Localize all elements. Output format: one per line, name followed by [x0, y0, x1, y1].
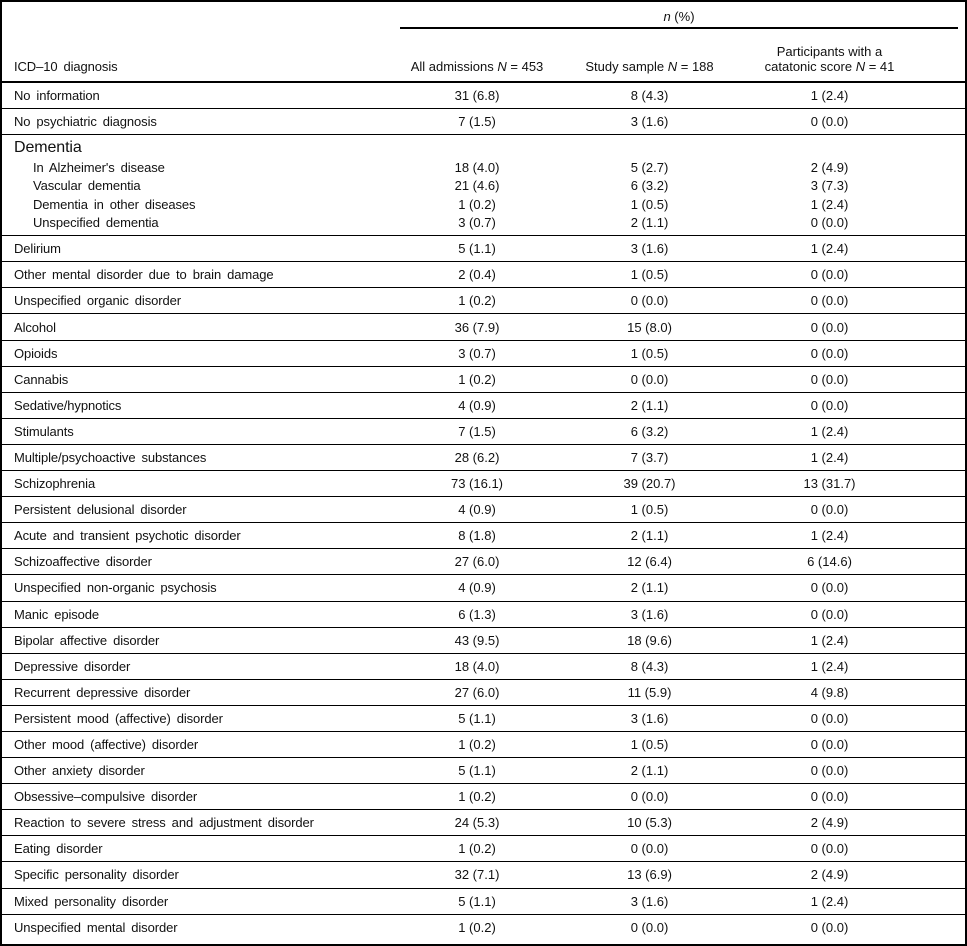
count-percent-cell: 13 (31.7)	[803, 476, 856, 492]
count-percent-cell: 5 (2.7)	[630, 159, 669, 175]
count-percent-cell: 1 (2.4)	[810, 196, 849, 212]
count-percent-cell: 0 (0.0)	[810, 710, 849, 726]
count-percent-cell: 0 (0.0)	[810, 920, 849, 936]
table-row	[2, 262, 965, 288]
count-percent-cell: 2 (1.1)	[630, 215, 669, 231]
diagnosis-label: Dementia in other diseases	[33, 196, 196, 212]
count-percent-cell: 3 (1.6)	[630, 241, 669, 257]
count-percent-cell: 32 (7.1)	[454, 867, 500, 883]
table-row	[2, 471, 965, 497]
diagnosis-label: Unspecified dementia	[33, 215, 159, 231]
table-row	[2, 83, 965, 109]
diagnosis-label: In Alzheimer's disease	[33, 159, 165, 175]
count-percent-cell: 1 (0.2)	[458, 841, 496, 857]
count-percent-cell: 0 (0.0)	[630, 920, 669, 936]
table-row	[2, 158, 965, 177]
count-percent-cell: 0 (0.0)	[810, 841, 849, 857]
count-percent-cell: 8 (1.8)	[458, 528, 496, 544]
table-row	[2, 575, 965, 601]
count-percent-cell: 7 (3.7)	[630, 449, 669, 465]
count-percent-cell: 3 (0.7)	[458, 345, 496, 361]
count-percent-cell: 18 (9.6)	[627, 632, 672, 648]
count-percent-cell: 0 (0.0)	[810, 114, 849, 130]
column-headers-row	[2, 29, 965, 81]
table-row	[2, 177, 965, 196]
diagnosis-label: Persistent delusional disorder	[14, 502, 187, 518]
count-percent-cell: 39 (20.7)	[623, 476, 676, 492]
count-percent-cell: 0 (0.0)	[810, 763, 849, 779]
diagnosis-label: Mixed personality disorder	[14, 893, 169, 909]
diagnosis-label: Stimulants	[14, 423, 74, 439]
count-percent-cell: 27 (6.0)	[454, 684, 500, 700]
count-percent-cell: 4 (9.8)	[810, 684, 849, 700]
table-row	[2, 654, 965, 680]
count-percent-cell: 0 (0.0)	[810, 345, 849, 361]
diagnosis-label: No psychiatric diagnosis	[14, 114, 157, 130]
count-percent-cell: 2 (4.9)	[810, 159, 849, 175]
count-percent-cell: 27 (6.0)	[454, 554, 500, 570]
count-percent-cell: 1 (0.2)	[458, 789, 496, 805]
count-percent-cell: 18 (4.0)	[454, 159, 500, 175]
count-percent-cell: 2 (4.9)	[810, 815, 849, 831]
table-row	[2, 784, 965, 810]
count-percent-cell: 0 (0.0)	[630, 789, 669, 805]
diagnosis-label: Delirium	[14, 241, 61, 257]
table-row	[2, 195, 965, 214]
count-percent-cell: 5 (1.1)	[458, 763, 496, 779]
count-percent-cell: 7 (1.5)	[458, 423, 496, 439]
count-percent-cell: 1 (2.4)	[810, 893, 849, 909]
count-percent-cell: 11 (5.9)	[627, 684, 672, 700]
diagnosis-label: Opioids	[14, 345, 58, 361]
count-percent-cell: 1 (0.5)	[630, 267, 669, 283]
table-row	[2, 497, 965, 523]
count-percent-cell: 3 (7.3)	[810, 178, 849, 194]
table-row	[2, 445, 965, 471]
count-percent-cell: 6 (14.6)	[807, 554, 852, 570]
table-row	[2, 314, 965, 340]
table-row	[2, 758, 965, 784]
column-header-icd10-diagnosis: ICD–10 diagnosis	[14, 59, 118, 74]
count-percent-cell: 0 (0.0)	[810, 215, 849, 231]
count-percent-cell: 28 (6.2)	[454, 449, 500, 465]
table-row	[2, 367, 965, 393]
count-percent-cell: 1 (2.4)	[810, 423, 849, 439]
count-percent-cell: 0 (0.0)	[810, 502, 849, 518]
table-group-dementia	[2, 135, 965, 236]
table-row	[2, 810, 965, 836]
table-row	[2, 836, 965, 862]
count-percent-cell: 3 (1.6)	[630, 710, 669, 726]
count-percent-cell: 0 (0.0)	[810, 789, 849, 805]
table-row	[2, 915, 965, 941]
table-row	[2, 341, 965, 367]
count-percent-cell: 10 (5.3)	[627, 815, 672, 831]
count-percent-cell: 1 (0.5)	[630, 345, 669, 361]
diagnosis-label: Depressive disorder	[14, 658, 131, 674]
count-percent-cell: 1 (2.4)	[810, 241, 849, 257]
diagnosis-label: Other mental disorder due to brain damage	[14, 267, 274, 283]
column-header-catatonic-score	[737, 44, 922, 74]
count-percent-cell: 1 (0.2)	[458, 920, 496, 936]
count-percent-cell: 0 (0.0)	[810, 737, 849, 753]
table-row	[2, 889, 965, 915]
count-percent-cell: 0 (0.0)	[810, 397, 849, 413]
diagnosis-label: Reaction to severe stress and adjustment disorder	[14, 815, 314, 831]
count-percent-cell: 4 (0.9)	[458, 502, 496, 518]
diagnosis-label: Alcohol	[14, 319, 56, 335]
diagnosis-label: No information	[14, 88, 100, 104]
table-row	[2, 602, 965, 628]
count-percent-cell: 0 (0.0)	[630, 371, 669, 387]
diagnosis-label: Sedative/hypnotics	[14, 397, 122, 413]
count-percent-cell: 6 (1.3)	[458, 606, 496, 622]
count-percent-cell: 2 (0.4)	[458, 267, 496, 283]
count-percent-cell: 1 (0.5)	[630, 737, 669, 753]
count-percent-cell: 1 (0.2)	[458, 737, 496, 753]
table-body	[2, 83, 965, 941]
table-row	[2, 628, 965, 654]
count-percent-cell: 1 (2.4)	[810, 658, 849, 674]
count-percent-cell: 1 (2.4)	[810, 88, 849, 104]
table-row	[2, 706, 965, 732]
count-percent-cell: 2 (1.1)	[630, 528, 669, 544]
count-percent-cell: 4 (0.9)	[458, 580, 496, 596]
diagnosis-label: Vascular dementia	[33, 178, 141, 194]
count-percent-cell: 2 (1.1)	[630, 580, 669, 596]
count-percent-cell: 0 (0.0)	[810, 371, 849, 387]
count-percent-cell: 24 (5.3)	[454, 815, 500, 831]
count-percent-cell: 1 (0.2)	[458, 371, 496, 387]
table-row	[2, 288, 965, 314]
count-percent-cell: 12 (6.4)	[627, 554, 672, 570]
table-row	[2, 236, 965, 262]
diagnosis-label: Unspecified organic disorder	[14, 293, 181, 309]
diagnosis-label: Recurrent depressive disorder	[14, 684, 191, 700]
count-percent-cell: 0 (0.0)	[810, 267, 849, 283]
count-percent-cell: 4 (0.9)	[458, 397, 496, 413]
column-header-catatonic-line1: Participants with a	[776, 44, 883, 59]
count-percent-cell: 13 (6.9)	[627, 867, 672, 883]
diagnosis-label: Cannabis	[14, 371, 69, 387]
diagnosis-label: Schizophrenia	[14, 476, 96, 492]
diagnosis-label: Specific personality disorder	[14, 867, 179, 883]
count-percent-cell: 21 (4.6)	[454, 178, 500, 194]
diagnosis-label: Persistent mood (affective) disorder	[14, 710, 223, 726]
count-percent-cell: 1 (0.5)	[630, 196, 669, 212]
count-percent-cell: 2 (4.9)	[810, 867, 849, 883]
table-row	[2, 680, 965, 706]
count-percent-cell: 8 (4.3)	[630, 658, 669, 674]
n-percent-spanner-header: n (%)	[400, 2, 958, 29]
group-label: Dementia	[14, 139, 82, 157]
count-percent-cell: 3 (0.7)	[458, 215, 496, 231]
table-row	[2, 523, 965, 549]
diagnosis-label: Obsessive–compulsive disorder	[14, 789, 198, 805]
table-header	[2, 2, 965, 83]
diagnosis-label: Unspecified non-organic psychosis	[14, 580, 217, 596]
table-row	[2, 732, 965, 758]
diagnosis-label: Other mood (affective) disorder	[14, 737, 199, 753]
count-percent-cell: 0 (0.0)	[630, 841, 669, 857]
count-percent-cell: 1 (2.4)	[810, 449, 849, 465]
column-header-all-admissions: All admissions N = 453	[410, 59, 544, 74]
count-percent-cell: 0 (0.0)	[810, 606, 849, 622]
table-row	[2, 214, 965, 233]
diagnosis-label: Acute and transient psychotic disorder	[14, 528, 241, 544]
count-percent-cell: 31 (6.8)	[454, 88, 500, 104]
diagnosis-label: Other anxiety disorder	[14, 763, 145, 779]
diagnosis-label: Eating disorder	[14, 841, 103, 857]
count-percent-cell: 8 (4.3)	[630, 88, 669, 104]
count-percent-cell: 1 (0.5)	[630, 502, 669, 518]
count-percent-cell: 7 (1.5)	[458, 114, 496, 130]
table-row	[2, 862, 965, 888]
count-percent-cell: 5 (1.1)	[458, 710, 496, 726]
count-percent-cell: 73 (16.1)	[450, 476, 504, 492]
count-percent-cell: 6 (3.2)	[630, 178, 669, 194]
diagnosis-label: Schizoaffective disorder	[14, 554, 152, 570]
count-percent-cell: 18 (4.0)	[454, 658, 500, 674]
diagnosis-label: Multiple/psychoactive substances	[14, 449, 207, 465]
count-percent-cell: 15 (8.0)	[627, 319, 672, 335]
count-percent-cell: 43 (9.5)	[454, 632, 500, 648]
count-percent-cell: 3 (1.6)	[630, 893, 669, 909]
count-percent-cell: 5 (1.1)	[458, 893, 496, 909]
column-header-catatonic-line2: catatonic score N = 41	[764, 59, 895, 74]
count-percent-cell: 36 (7.9)	[454, 319, 500, 335]
diagnosis-label: Unspecified mental disorder	[14, 920, 178, 936]
count-percent-cell: 0 (0.0)	[810, 319, 849, 335]
table-row	[2, 549, 965, 575]
count-percent-cell: 1 (2.4)	[810, 528, 849, 544]
diagnosis-label: Bipolar affective disorder	[14, 632, 160, 648]
count-percent-cell: 3 (1.6)	[630, 606, 669, 622]
count-percent-cell: 1 (0.2)	[458, 293, 496, 309]
count-percent-cell: 5 (1.1)	[458, 241, 496, 257]
count-percent-cell: 0 (0.0)	[810, 580, 849, 596]
count-percent-cell: 6 (3.2)	[630, 423, 669, 439]
table-row	[2, 419, 965, 445]
count-percent-cell: 1 (0.2)	[458, 196, 496, 212]
table-row	[2, 393, 965, 419]
count-percent-cell: 2 (1.1)	[630, 397, 669, 413]
count-percent-cell: 0 (0.0)	[810, 293, 849, 309]
count-percent-cell: 0 (0.0)	[630, 293, 669, 309]
count-percent-cell: 3 (1.6)	[630, 114, 669, 130]
count-percent-cell: 1 (2.4)	[810, 632, 849, 648]
count-percent-cell: 2 (1.1)	[630, 763, 669, 779]
column-header-study-sample: Study sample N = 188	[585, 59, 714, 74]
diagnosis-label: Manic episode	[14, 606, 100, 622]
table-row	[2, 109, 965, 135]
